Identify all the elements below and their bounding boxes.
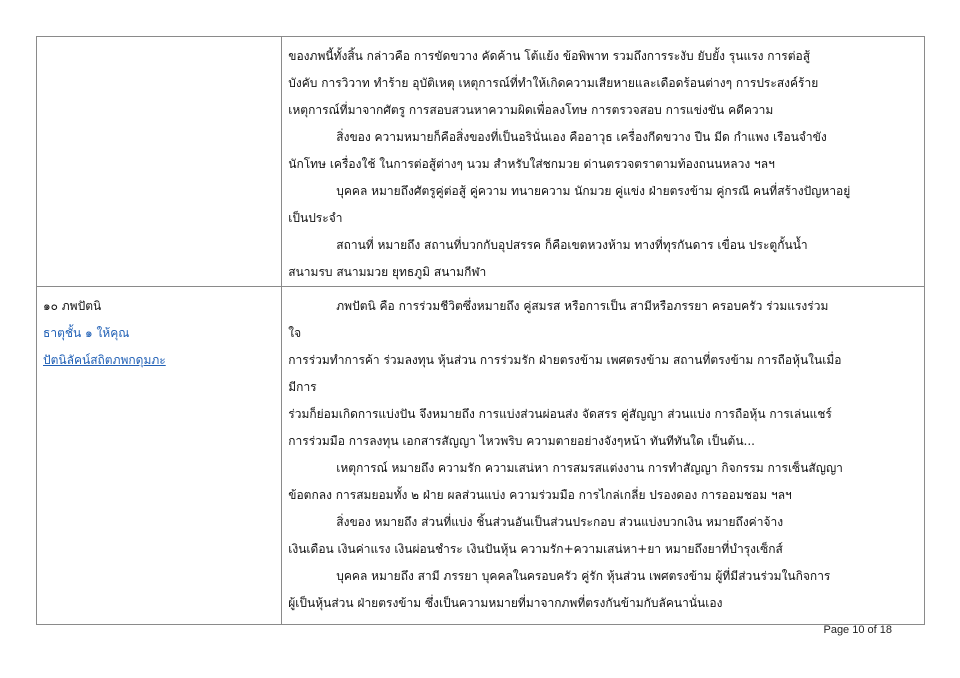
row2-right-cell	[282, 287, 925, 625]
element-subtitle: ธาตุชั้น ๑ ให้คุณ	[43, 326, 130, 340]
text-line: บุคคล หมายถึงศัตรูคู่ต่อสู้ คู่ความ ทนายความ นักมวย คู่แข่ง ฝ่ายตรงข้าม คู่กรณี คนที่สร้างปัญหาอยู่	[336, 184, 851, 198]
text-line: ข้อตกลง การสมยอมทั้ง ๒ ฝ่าย ผลส่วนแบ่ง ความร่วมมือ การไกล่เกลี่ย ปรองดอง การออมชอม ฯลฯ	[288, 488, 792, 502]
content-table	[36, 36, 925, 625]
text-line: ของภพนี้ทั้งสิ้น กล่าวคือ การขัดขวาง คัดค้าน โต้แย้ง ข้อพิพาท รวมถึงการระงับ ยับยั้ง รุนแรง การต่อสู้	[288, 49, 811, 63]
text-line: มีการ	[288, 380, 317, 394]
row1-left-text	[37, 37, 281, 43]
row2-left-cell	[37, 287, 282, 625]
section-title: ๑๐ ภพปัตนิ	[43, 299, 102, 313]
text-line: ภพปัตนิ คือ การร่วมชีวิตซึ่งหมายถึง คู่สมรส หรือการเป็น สามีหรือภรรยา ครอบครัว ร่วมแรงร่วม	[336, 299, 829, 313]
row1-left-cell	[37, 37, 282, 287]
text-line: ผู้เป็นหุ้นส่วน ฝ่ายตรงข้าม ซึ่งเป็นความหมายที่มาจากภพที่ตรงกันข้ามกับลัคนานั่นเอง	[288, 596, 723, 610]
row1-right-cell	[282, 37, 925, 287]
text-line: การร่วมทำการค้า ร่วมลงทุน หุ้นส่วน การร่วมรัก ฝ่ายตรงข้าม เพศตรงข้าม สถานที่ตรงข้าม การถือหุ้นในเมื่อ	[288, 353, 842, 367]
page-number: Page 10 of 18	[823, 624, 892, 636]
text-line: สิ่งของ หมายถึง ส่วนที่แบ่ง ชิ้นส่วนอันเป็นส่วนประกอบ ส่วนแบ่งบวกเงิน หมายถึงค่าจ้าง	[336, 515, 784, 529]
text-line: บังคับ การวิวาท ทำร้าย อุบัติเหตุ เหตุการณ์ที่ทำให้เกิดความเสียหายและเดือดร้อนต่างๆ การประสงค์ร้าย	[288, 76, 819, 90]
text-line: การร่วมมือ การลงทุน เอกสารสัญญา ไหวพริบ ความตายอย่างจังๆหน้า ทันทีทันใด เป็นต้น...	[288, 434, 755, 448]
text-line: สิ่งของ ความหมายก็คือสิ่งของที่เป็นอรินั่นเอง คืออาวุธ เครื่องกีดขวาง ปืน มีด กำแพง เรือนจำขัง	[336, 130, 827, 144]
table-row	[37, 37, 925, 287]
text-line: สนามรบ สนามมวย ยุทธภูมิ สนามกีฬา	[288, 265, 487, 279]
text-line: เงินเดือน เงินค่าแรง เงินผ่อนชำระ เงินปันหุ้น ความรัก+ความเสน่หา+ยา หมายถึงยาที่บำรุงเซ็กส์	[288, 542, 783, 556]
text-line: นักโทษ เครื่องใช้ ในการต่อสู้ต่างๆ นวม สำหรับใส่ชกมวย ด่านตรวจตราตามท้องถนนหลวง ฯลฯ	[288, 157, 775, 171]
text-line: สถานที่ หมายถึง สถานที่บวกกับอุปสรรค ก็คือเขตหวงห้าม ทางที่ทุรกันดาร เขื่อน ประตูกั้นน้ำ	[336, 238, 808, 252]
position-link[interactable]: ปัตนิลัคน์สถิตภพกดุมภะ	[43, 353, 166, 367]
text-line: เหตุการณ์ หมายถึง ความรัก ความเสน่หา การสมรสแต่งงาน การทำสัญญา กิจกรรม การเซ็นสัญญา	[336, 461, 843, 475]
text-line: เป็นประจำ	[288, 211, 343, 225]
text-line: ร่วมก็ย่อมเกิดการแบ่งปัน จึงหมายถึง การแบ่งส่วนผ่อนส่ง จัดสรร คู่สัญญา ส่วนแบ่ง การถือหุ้น การเล่นแชร์	[288, 407, 832, 421]
text-line: เหตุการณ์ที่มาจากศัตรู การสอบสวนหาความผิดเพื่อลงโทษ การตรวจสอบ การแข่งขัน คดีความ	[288, 103, 774, 117]
text-line: บุคคล หมายถึง สามี ภรรยา บุคคลในครอบครัว คู่รัก หุ้นส่วน เพศตรงข้าม ผู้ที่มีส่วนร่วมในกิจการ	[336, 569, 831, 583]
text-line: ใจ	[288, 326, 302, 340]
table-row	[37, 287, 925, 625]
